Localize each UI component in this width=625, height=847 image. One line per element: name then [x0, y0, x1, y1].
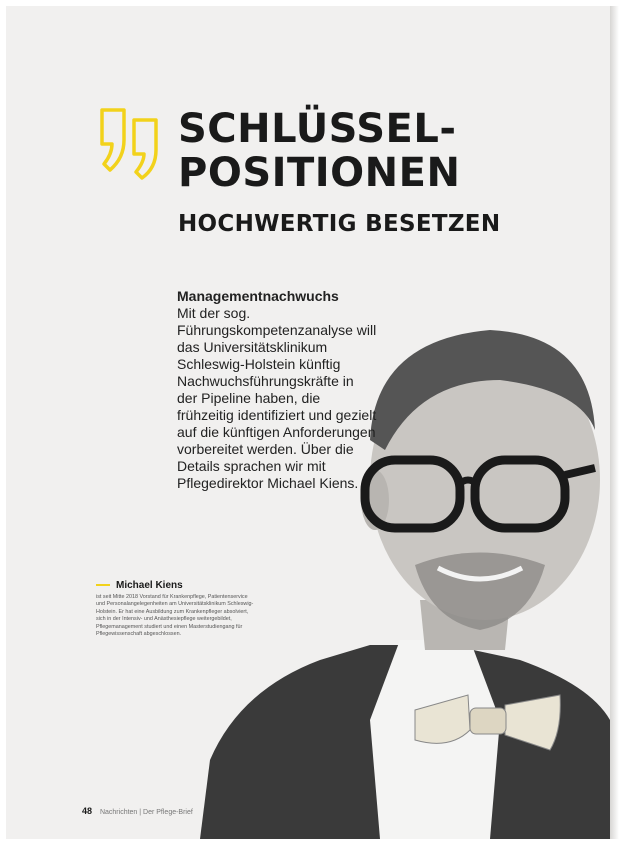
quote-mark-icon — [98, 106, 162, 180]
page-number: 48 — [82, 806, 93, 816]
page-footer — [82, 806, 193, 816]
bio-name-line — [96, 580, 256, 591]
footer-text: Nachrichten | Der Pflege-Brief — [99, 809, 193, 816]
title-line-1: SCHLÜSSEL- — [178, 106, 457, 152]
bio-box — [96, 580, 256, 638]
article-subtitle: HOCHWERTIG BESETZEN — [178, 211, 501, 237]
bio-text: ist seit Mitte 2018 Vorstand für Krankenpflege, Patientenservice und Personalangelegenheiten am Universitätsklinikum Schleswig-Holstein. Er hat eine Ausbildung zum Krankenpfleger absolviert, sich in der Intensiv- und Anästhesiepflege weitergebildet, Pflegemanagement studiert und einen Masterstudiengang für Pflegewissenschaft abgeschlossen. — [96, 594, 254, 638]
article-title — [178, 107, 460, 195]
intro-block — [177, 288, 377, 492]
accent-dash — [96, 584, 110, 586]
bio-name: Michael Kiens — [116, 580, 183, 591]
page-edge — [610, 6, 625, 839]
title-line-2: POSITIONEN — [178, 150, 461, 196]
intro-text: Mit der sog. Führungskompetenzanalyse will das Universitätsklinikum Schleswig-Holstein künftig Nachwuchsführungskräfte in der Pipeline haben, die frühzeitig identifiziert und gezielt auf die künftigen Anforderungen vorbereitet werden. Über die Details sprachen wir mit Pflegedirektor Michael Kiens. — [177, 305, 377, 491]
intro-heading: Managementnachwuchs — [177, 288, 339, 304]
